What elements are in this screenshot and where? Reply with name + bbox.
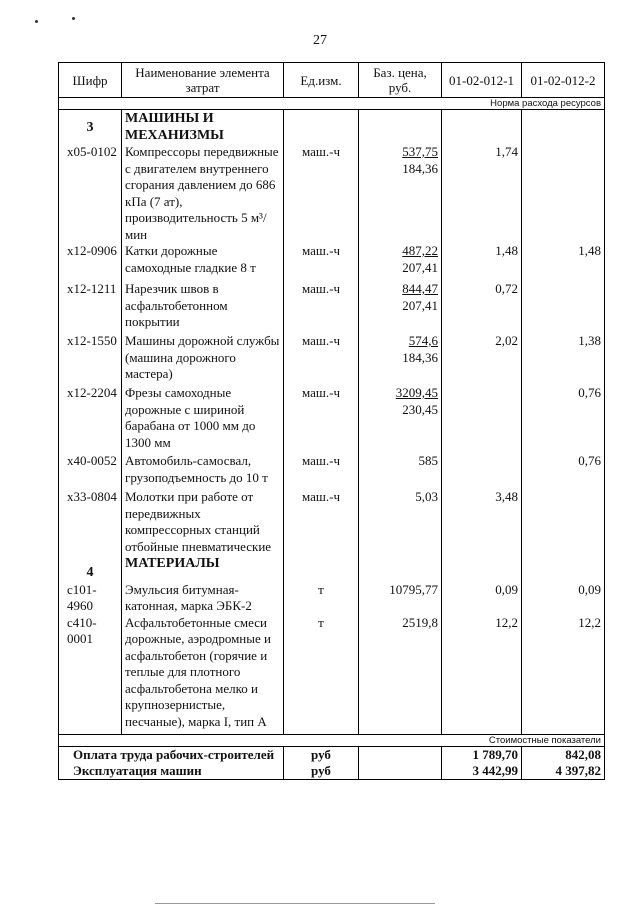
row-price [359, 582, 442, 615]
empty-cell [522, 110, 605, 145]
section-header-row [59, 555, 605, 582]
price-base: 5,03 [415, 489, 438, 504]
row-value-col2 [522, 281, 605, 333]
price-base: 574,6 [408, 333, 438, 348]
price-base: 844,47 [402, 281, 438, 296]
row-value-col1: 0,72 [442, 281, 522, 333]
row-value-col2: 1,48 [522, 243, 605, 281]
norm-caption-row [59, 98, 605, 110]
total-row [59, 763, 605, 780]
price-salary: 230,45 [402, 401, 438, 417]
row-name: Автомобиль-самосвал, грузоподъемность до 10 т [122, 453, 284, 489]
section-number: 4 [59, 555, 122, 582]
empty-cell [359, 110, 442, 145]
row-price [359, 615, 442, 735]
row-code: х33-0804 [59, 489, 122, 555]
row-value-col1: 3,48 [442, 489, 522, 555]
table-body [59, 110, 605, 780]
row-name: Асфальтобетонные смеси дорожные, аэродромные и асфальтобетон (горячие и теплые для плотного асфальтобетона мелко и крупнозернистые, песчаные), марка I, тип А [122, 615, 284, 735]
total-value-col1: 3 442,99 [442, 763, 522, 780]
total-value-col2: 4 397,82 [522, 763, 605, 780]
row-name: Катки дорожные самоходные гладкие 8 т [122, 243, 284, 281]
row-price [359, 453, 442, 489]
row-name: Эмульсия битумная-катонная, марка ЭБК-2 [122, 582, 284, 615]
empty-cell [359, 747, 442, 764]
row-code: х05-0102 [59, 144, 122, 243]
price-salary: 184,36 [402, 160, 438, 176]
row-code: х12-1550 [59, 333, 122, 385]
empty-cell [442, 110, 522, 145]
row-name: Машины дорожной службы (машина дорожного мастера) [122, 333, 284, 385]
price-base: 585 [418, 453, 438, 468]
page-number: 27 [313, 33, 327, 48]
table-row [59, 582, 605, 615]
price-salary: 184,36 [402, 349, 438, 365]
row-code: х12-0906 [59, 243, 122, 281]
empty-cell [359, 763, 442, 780]
row-code: х12-1211 [59, 281, 122, 333]
section-number: 3 [59, 110, 122, 145]
row-value-col1: 0,09 [442, 582, 522, 615]
row-name: Нарезчик швов в асфальтобетонном покрытии [122, 281, 284, 333]
row-value-col2: 12,2 [522, 615, 605, 735]
header-price: Баз. цена, руб. [359, 63, 442, 98]
total-label: Эксплуатация машин [59, 763, 284, 780]
total-unit: руб [284, 763, 359, 780]
row-code: с410-0001 [59, 615, 122, 735]
price-base: 537,75 [402, 144, 438, 159]
total-unit: руб [284, 747, 359, 764]
row-value-col2: 0,09 [522, 582, 605, 615]
row-code: х12-2204 [59, 385, 122, 453]
row-price [359, 333, 442, 385]
empty-cell [284, 110, 359, 145]
row-unit: маш.-ч [284, 453, 359, 489]
total-label: Оплата труда рабочих-строителей [59, 747, 284, 764]
row-name: Компрессоры передвижные с двигателем внутреннего сгорания давлением до 686 кПа (7 ат), производительность 5 м³/мин [122, 144, 284, 243]
table-row [59, 243, 605, 281]
table-row [59, 489, 605, 555]
row-price [359, 385, 442, 453]
header-col1: 01-02-012-1 [442, 63, 522, 98]
row-value-col1: 12,2 [442, 615, 522, 735]
section-title: МАШИНЫ И МЕХАНИЗМЫ [122, 110, 284, 145]
header-code: Шифр [59, 63, 122, 98]
scan-speck [72, 17, 75, 20]
price-base: 2519,8 [402, 614, 438, 630]
row-value-col2 [522, 144, 605, 243]
row-unit: т [284, 582, 359, 615]
row-unit: маш.-ч [284, 281, 359, 333]
scan-speck [35, 20, 38, 23]
row-code: с101-4960 [59, 582, 122, 615]
row-code: х40-0052 [59, 453, 122, 489]
row-value-col1 [442, 385, 522, 453]
resource-norms-table [58, 62, 605, 780]
row-value-col2: 0,76 [522, 385, 605, 453]
total-value-col1: 1 789,70 [442, 747, 522, 764]
row-name: Фрезы самоходные дорожные с шириной барабана от 1000 мм до 1300 мм [122, 385, 284, 453]
row-value-col1: 1,74 [442, 144, 522, 243]
section-header-row [59, 110, 605, 145]
cost-caption-row [59, 735, 605, 747]
table-row [59, 281, 605, 333]
row-value-col1: 2,02 [442, 333, 522, 385]
row-unit: маш.-ч [284, 489, 359, 555]
row-value-col1 [442, 453, 522, 489]
empty-cell [442, 555, 522, 582]
norm-caption: Норма расхода ресурсов [59, 98, 605, 110]
header-row [59, 63, 605, 98]
price-salary: 207,41 [402, 259, 438, 275]
table-row [59, 615, 605, 735]
footer-rule [155, 903, 435, 904]
row-price [359, 144, 442, 243]
empty-cell [284, 555, 359, 582]
row-value-col2 [522, 489, 605, 555]
empty-cell [522, 555, 605, 582]
row-price [359, 489, 442, 555]
row-value-col2: 1,38 [522, 333, 605, 385]
row-unit: маш.-ч [284, 243, 359, 281]
header-name: Наименование элемента затрат [122, 63, 284, 98]
price-base: 10795,77 [389, 581, 438, 597]
header-unit: Ед.изм. [284, 63, 359, 98]
row-value-col1: 1,48 [442, 243, 522, 281]
price-base: 3209,45 [395, 385, 438, 400]
row-unit: т [284, 615, 359, 735]
row-price [359, 281, 442, 333]
row-unit: маш.-ч [284, 144, 359, 243]
table-row [59, 453, 605, 489]
section-title: МАТЕРИАЛЫ [122, 555, 284, 582]
table-row [59, 385, 605, 453]
cost-caption: Стоимостные показатели [59, 735, 605, 747]
table-row [59, 144, 605, 243]
row-unit: маш.-ч [284, 385, 359, 453]
row-price [359, 243, 442, 281]
empty-cell [359, 555, 442, 582]
price-base: 487,22 [402, 243, 438, 258]
table-row [59, 333, 605, 385]
price-salary: 207,41 [402, 297, 438, 313]
row-value-col2: 0,76 [522, 453, 605, 489]
row-name: Молотки при работе от передвижных компрессорных станций отбойные пневматические [122, 489, 284, 555]
total-row [59, 747, 605, 764]
total-value-col2: 842,08 [522, 747, 605, 764]
row-unit: маш.-ч [284, 333, 359, 385]
header-col2: 01-02-012-2 [522, 63, 605, 98]
